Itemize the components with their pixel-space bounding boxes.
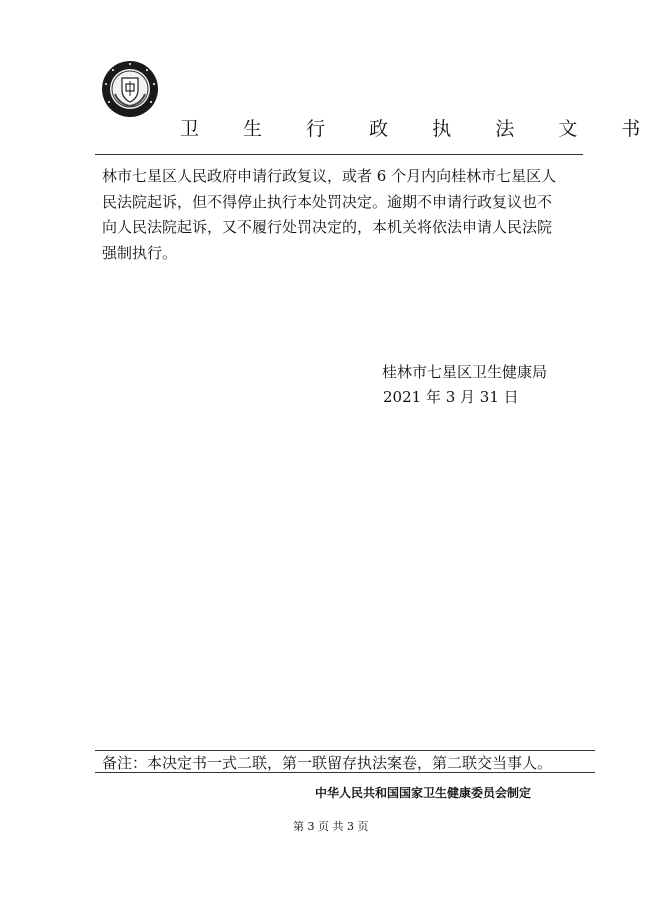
body-line: 林市七星区人民政府申请行政复议，或者 6 个月内向桂林市七星区人 bbox=[102, 167, 557, 185]
note-divider-top bbox=[95, 750, 595, 751]
remark-note: 备注：本决定书一式二联，第一联留存执法案卷，第二联交当事人。 bbox=[102, 754, 553, 772]
health-supervision-emblem-icon bbox=[101, 60, 159, 118]
page-number: 第 3 页 共 3 页 bbox=[293, 820, 369, 833]
issue-date: 2021 年 3 月 31 日 bbox=[383, 388, 519, 406]
header-divider bbox=[95, 154, 583, 155]
note-divider-bottom bbox=[95, 772, 595, 773]
body-line: 向人民法院起诉，又不履行处罚决定的，本机关将依法申请人民法院 bbox=[102, 218, 553, 236]
issuing-body: 中华人民共和国国家卫生健康委员会制定 bbox=[315, 786, 532, 800]
body-paragraph bbox=[102, 164, 580, 266]
body-line: 民法院起诉，但不得停止执行本处罚决定。逾期不申请行政复议也不 bbox=[102, 192, 553, 211]
document-title: 卫 生 行 政 执 法 文 书 bbox=[180, 118, 659, 140]
issuing-authority: 桂林市七星区卫生健康局 bbox=[382, 363, 548, 381]
body-line: 强制执行。 bbox=[102, 243, 178, 262]
